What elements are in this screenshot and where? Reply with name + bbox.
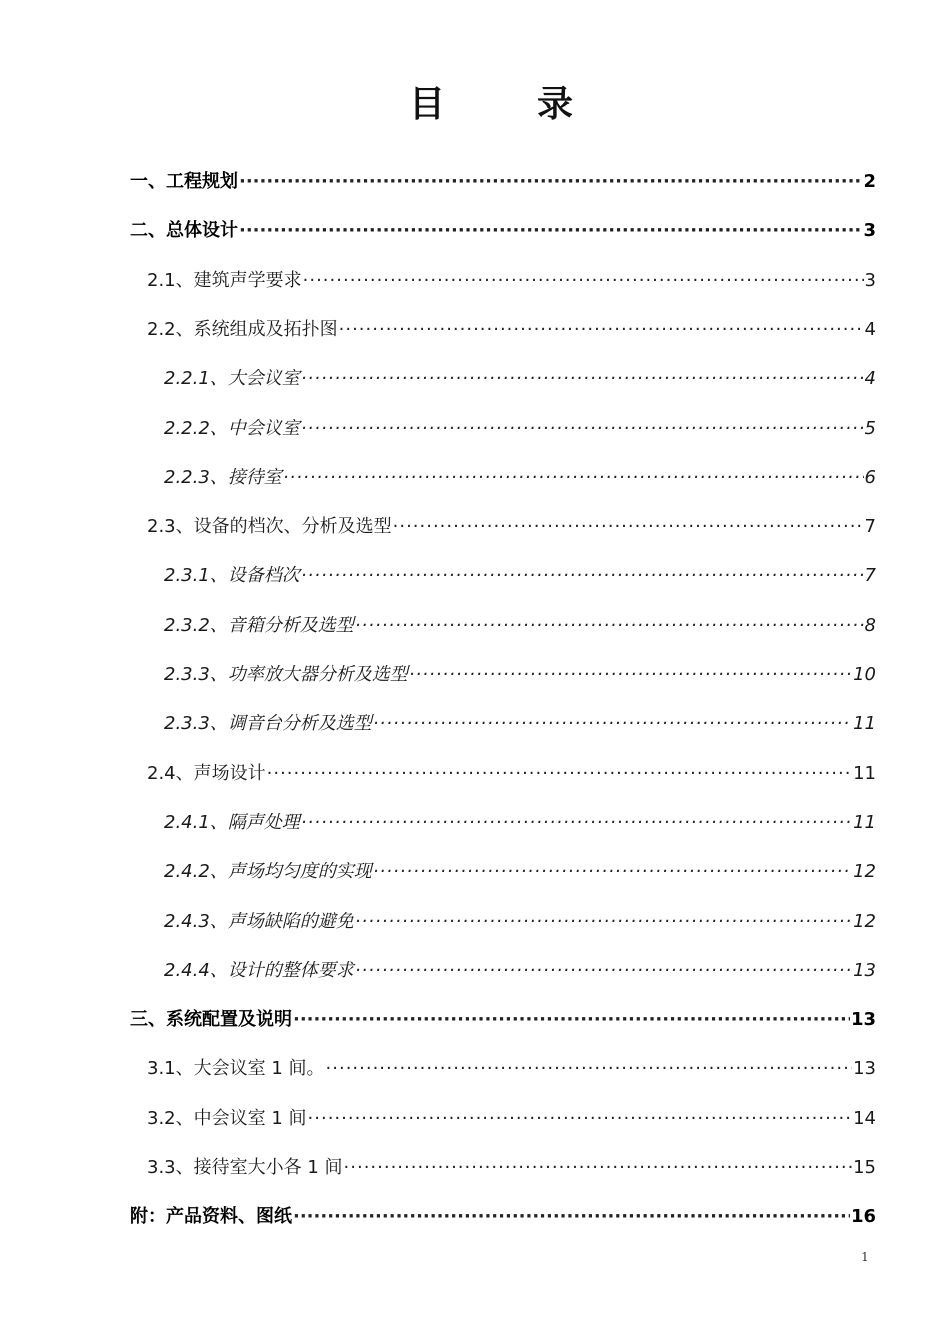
toc-dot-leader: [326, 1051, 853, 1087]
toc-entry-label: 2.3、设备的档次、分析及选型: [147, 516, 392, 538]
toc-entry[interactable]: [147, 263, 876, 299]
toc-dot-leader: [373, 854, 852, 890]
toc-entry-page: 12: [853, 861, 876, 883]
toc-entry-page: 7: [864, 565, 876, 587]
toc-entry[interactable]: [147, 509, 876, 545]
toc-dot-leader: [301, 411, 864, 447]
toc-entry-page: 4: [864, 318, 876, 340]
toc-dot-leader: [283, 460, 864, 496]
toc-entry-page: 12: [853, 910, 876, 932]
toc-entry-page: 11: [853, 762, 876, 784]
toc-entry[interactable]: [147, 756, 876, 792]
toc-entry-page: 3: [864, 269, 876, 291]
page-title: 目 录: [408, 84, 601, 125]
toc-entry-page: 3: [863, 220, 876, 242]
toc-entry[interactable]: [147, 1150, 876, 1186]
toc-entry-label: 2.3.1、设备档次: [164, 565, 300, 587]
toc-entry-page: 7: [864, 516, 876, 538]
toc-entry-page: 6: [864, 466, 876, 488]
toc-entry-page: 10: [853, 664, 876, 685]
toc-entry[interactable]: [130, 213, 876, 249]
toc-entry-label: 2.4.4、设计的整体要求: [164, 959, 354, 981]
toc-entry-label: 三、系统配置及说明: [130, 1009, 292, 1031]
toc-dot-leader: [239, 213, 862, 249]
toc-entry[interactable]: [164, 411, 876, 447]
toc-entry-page: 11: [853, 713, 876, 735]
toc-entry-label: 2.2.3、接待室: [164, 466, 282, 488]
toc-dot-leader: [303, 263, 864, 299]
toc-entry-label: 2.4.1、隔声处理: [164, 811, 300, 833]
toc-entry[interactable]: [147, 312, 876, 348]
toc-dot-leader: [301, 361, 864, 397]
toc-entry[interactable]: [130, 1199, 876, 1235]
toc-entry-label: 3.3、接待室大小各 1 间: [147, 1157, 343, 1178]
toc-entry[interactable]: [164, 805, 876, 841]
toc-entry-page: 4: [864, 368, 876, 390]
toc-entry-label: 2.3.3、调音台分析及选型: [164, 713, 372, 735]
toc-entry[interactable]: [164, 460, 876, 496]
toc-entry-label: 2.4、声场设计: [147, 762, 266, 784]
toc-dot-leader: [293, 1199, 850, 1235]
toc-dot-leader: [339, 312, 864, 348]
toc-entry[interactable]: [164, 706, 876, 742]
toc-dot-leader: [373, 706, 852, 742]
toc-entry[interactable]: [164, 854, 876, 890]
toc-entry-page: 13: [853, 1058, 876, 1080]
toc-entry-label: 2.4.2、声场均匀度的实现: [164, 861, 372, 883]
toc-entry-page: 14: [853, 1107, 876, 1129]
toc-dot-leader: [301, 558, 864, 594]
toc-entry[interactable]: [164, 608, 876, 644]
toc-entry-label: 2.3.3、功率放大器分析及选型: [164, 664, 408, 685]
toc-entry-label: 3.2、中会议室 1 间: [147, 1107, 307, 1129]
toc-entry-page: 5: [864, 417, 876, 439]
toc-entry-label: 附：产品资料、图纸: [130, 1206, 292, 1228]
toc-dot-leader: [393, 509, 864, 545]
toc-entry-label: 2.1、建筑声学要求: [147, 269, 302, 291]
toc-entry-label: 2.4.3、声场缺陷的避免: [164, 910, 354, 932]
toc-entry-label: 2.2.1、大会议室: [164, 368, 300, 390]
toc-entry-label: 2.2.2、中会议室: [164, 417, 300, 439]
toc-entry[interactable]: [164, 558, 876, 594]
toc-entry[interactable]: [164, 953, 876, 989]
toc-entry-page: 16: [850, 1206, 876, 1228]
toc-entry-page: 11: [853, 811, 876, 833]
toc-entry-label: 一、工程规划: [130, 171, 238, 192]
toc-dot-leader: [267, 756, 852, 792]
toc-entry-page: 15: [853, 1157, 876, 1178]
toc-dot-leader: [355, 608, 864, 644]
toc-entry-label: 2.2、系统组成及拓扑图: [147, 318, 338, 340]
toc-entry[interactable]: [164, 657, 876, 693]
toc-entry[interactable]: [130, 164, 876, 200]
page-number: 1: [861, 1250, 869, 1264]
toc-entry[interactable]: [130, 1002, 876, 1038]
toc-entry-page: 8: [864, 614, 876, 636]
toc-entry[interactable]: [164, 904, 876, 940]
toc-dot-leader: [344, 1150, 853, 1186]
toc-dot-leader: [301, 805, 852, 841]
toc-dot-leader: [239, 164, 862, 200]
toc-entry-label: 2.3.2、音箱分析及选型: [164, 614, 354, 636]
toc-entry-page: 13: [853, 959, 876, 981]
toc-dot-leader: [355, 904, 852, 940]
toc-dot-leader: [409, 657, 852, 693]
toc-dot-leader: [308, 1101, 853, 1137]
toc-dot-leader: [293, 1002, 850, 1038]
toc-entry-label: 二、总体设计: [130, 220, 238, 242]
toc-entry[interactable]: [147, 1101, 876, 1137]
toc-entry-page: 2: [863, 171, 876, 192]
toc-entry[interactable]: [164, 361, 876, 397]
toc-entry-label: 3.1、大会议室 1 间。: [147, 1058, 325, 1080]
toc-entry-page: 13: [850, 1009, 876, 1031]
toc-entry[interactable]: [147, 1051, 876, 1087]
toc-dot-leader: [355, 953, 852, 989]
